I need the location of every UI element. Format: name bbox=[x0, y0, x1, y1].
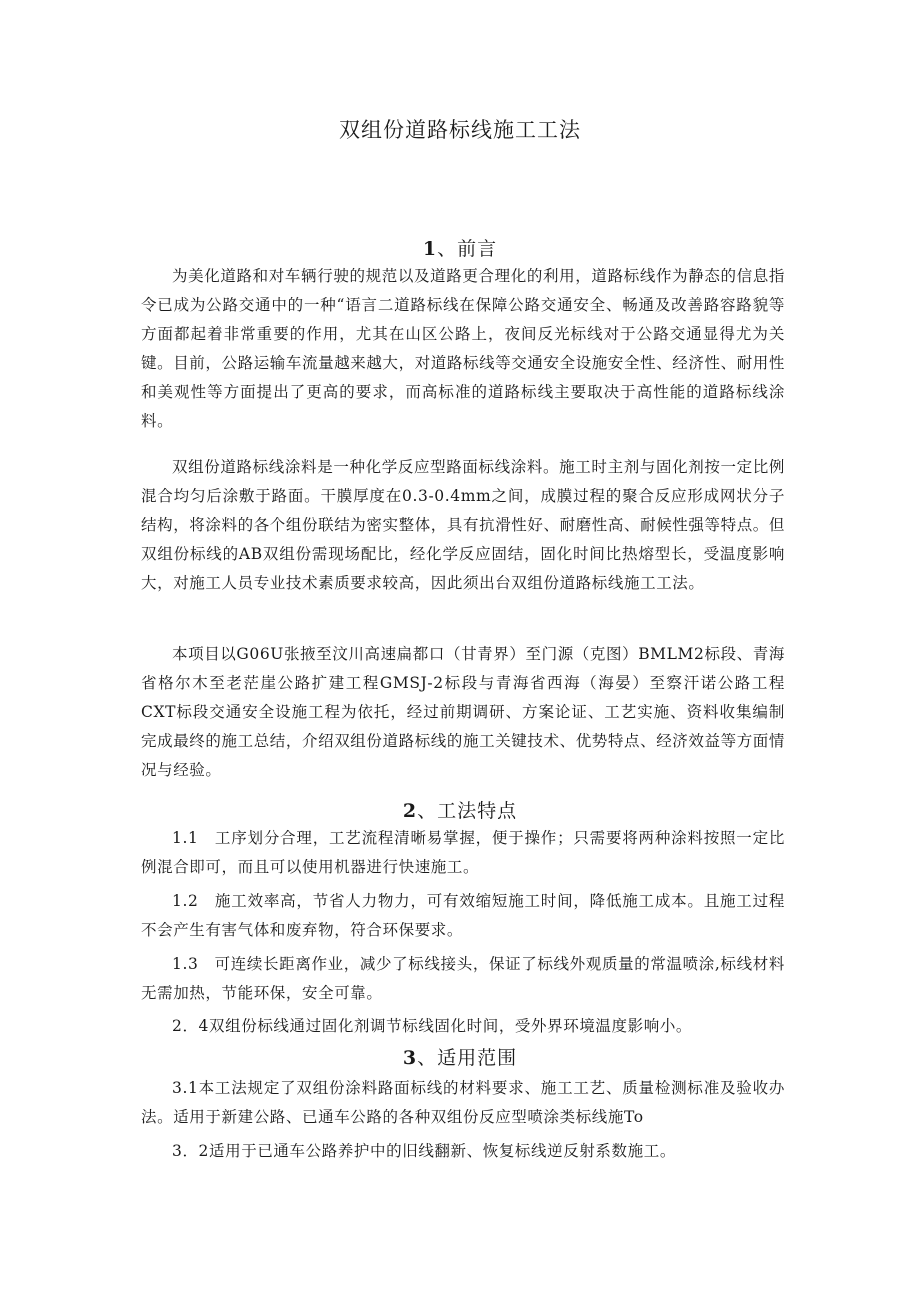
section-title: 、适用范围 bbox=[417, 1047, 518, 1069]
paragraph: 3.1本工法规定了双组份涂料路面标线的材料要求、施工工艺、质量检测标准及验收办法。适用于新建公路、已通车公路的各种双组份反应型喷涂类标线施To bbox=[141, 1079, 785, 1126]
section-heading-3 bbox=[0, 1043, 920, 1070]
section-title: 、工法特点 bbox=[417, 800, 518, 822]
paragraph: 为美化道路和对车辆行驶的规范以及道路更合理化的利用，道路标线作为静态的信息指令已成为公路交通中的一种“语言二道路标线在保障公路交通安全、畅通及改善路容路貌等方面都起着非常重要的作用，尤其在山区公路上，夜间反光标线对于公路交通显得尤为关键。目前，公路运输车流量越来越大，对道路标线等交通安全设施安全性、经济性、耐用性和美观性等方面提出了更高的要求，而高标准的道路标线主要取决于高性能的道路标线涂料。 bbox=[141, 267, 786, 430]
paragraph: 1.1 工序划分合理，工艺流程清晰易掌握，便于操作；只需要将两种涂料按照一定比例混合即可，而且可以使用机器进行快速施工。 bbox=[141, 829, 785, 876]
section-number: 3 bbox=[402, 1047, 418, 1069]
section-heading-1 bbox=[0, 234, 920, 261]
paragraph: 1.2 施工效率高，节省人力物力，可有效缩短施工时间，降低施工成本。且施工过程不会产生有害气体和废弃物，符合环保要求。 bbox=[141, 892, 785, 939]
section-number: 1 bbox=[422, 238, 438, 260]
paragraph: 2．4双组份标线通过固化剂调节标线固化时间，受外界环境温度影响小。 bbox=[172, 1017, 693, 1035]
document-title: 双组份道路标线施工工法 bbox=[339, 118, 581, 142]
paragraph: 本项目以G06U张掖至汶川高速扁都口（甘青界）至门源（克图）BMLM2标段、青海省格尔木至老茫崖公路扩建工程GMSJ-2标段与青海省西海（海晏）至察汗诺公路工程CXT标段交通安全设施工程为依托，经过前期调研、方案论证、工艺实施、资料收集编制完成最终的施工总结，介绍双组份道路标线的施工关键技术、优势特点、经济效益等方面情况与经验。 bbox=[141, 645, 786, 779]
paragraph: 3．2适用于已通车公路养护中的旧线翻新、恢复标线逆反射系数施工。 bbox=[172, 1142, 676, 1160]
paragraph: 1.3 可连续长距离作业，减少了标线接头，保证了标线外观质量的常温喷涂,标线材料无需加热，节能环保，安全可靠。 bbox=[141, 955, 785, 1002]
section-heading-2 bbox=[0, 796, 920, 823]
section-title: 、前言 bbox=[437, 238, 498, 260]
paragraph: 双组份道路标线涂料是一种化学反应型路面标线涂料。施工时主剂与固化剂按一定比例混合均匀后涂敷于路面。干膜厚度在0.3-0.4mm之间，成膜过程的聚合反应形成网状分子结构，将涂料的各个组份联结为密实整体，具有抗滑性好、耐磨性高、耐候性强等特点。但双组份标线的AB双组份需现场配比，经化学反应固结，固化时间比热熔型长，受温度影响大，对施工人员专业技术素质要求较高，因此须出台双组份道路标线施工工法。 bbox=[141, 458, 786, 592]
section-number: 2 bbox=[402, 800, 418, 822]
